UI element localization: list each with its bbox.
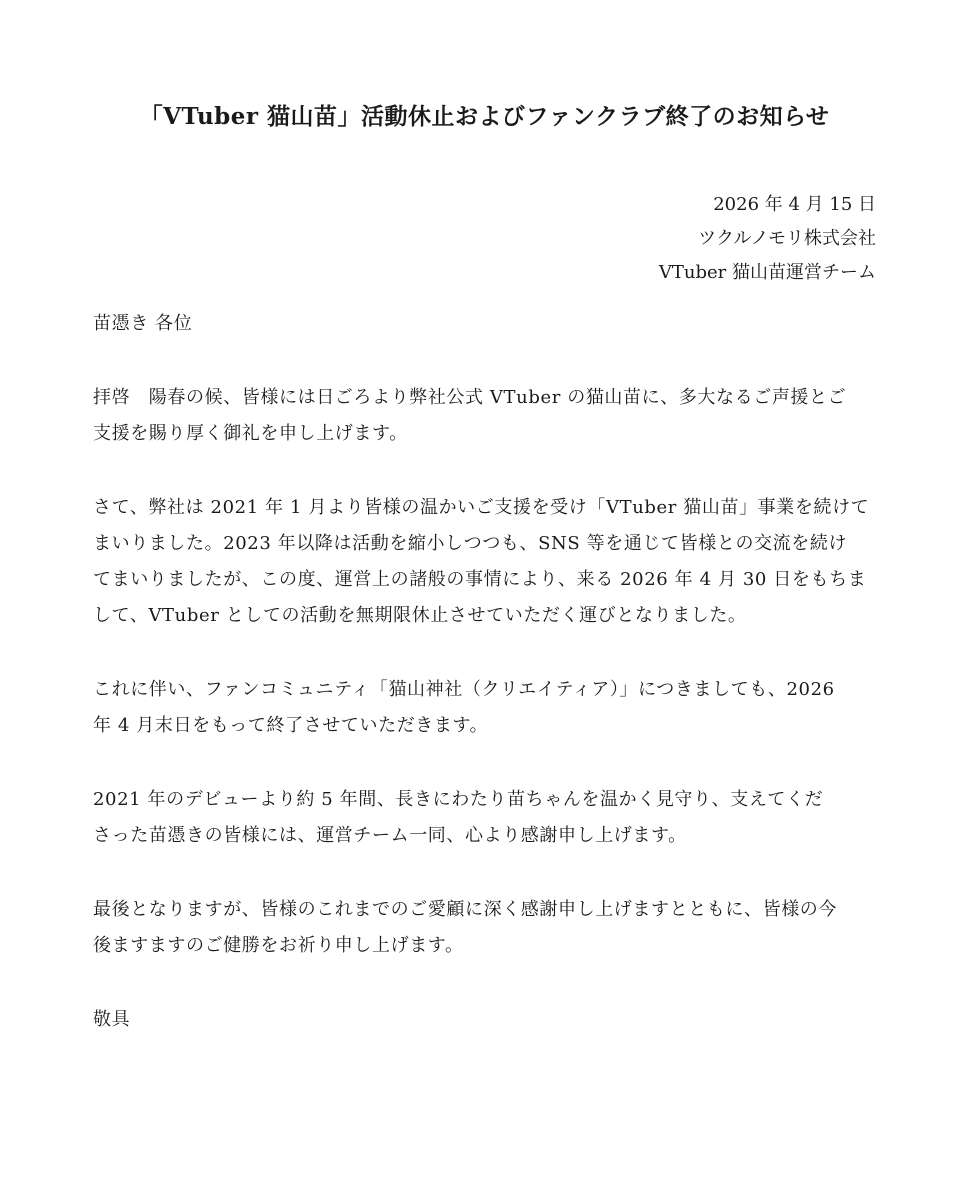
- sender-block: [659, 188, 876, 290]
- issue-date: 2026 年 4 月 15 日: [713, 194, 876, 215]
- letter-body: [93, 306, 883, 1038]
- paragraph-closing-remarks: 最後となりますが、皆様のこれまでのご愛顧に深く感謝申し上げますとともに、皆様の今 後ますますのご健勝をお祈り申し上げます。: [93, 899, 837, 956]
- team-name: VTuber 猫山苗運営チーム: [658, 262, 876, 283]
- paragraph-fan-community: これに伴い、ファンコミュニティ「猫山神社（クリエイティア）」につきましても、2026 年 4 月末日をもって終了させていただきます。: [93, 679, 835, 736]
- paragraph-announcement: さて、弊社は 2021 年 1 月より皆様の温かいご支援を受け「VTuber 猫山苗」事業を続けて まいりました。2023 年以降は活動を縮小しつつも、SNS 等を通じて皆様との交流を続け てまいりましたが、この度、運営上の諸般の事情により、来る 2026 年 4 月 30 日をもちま して、VTuber としての活動を無期限休止させていただく運びとなりました。: [93, 497, 870, 626]
- document-title: 「VTuber 猫山苗」活動休止およびファンクラブ終了のお知らせ: [139, 103, 830, 130]
- paragraph-thanks: 2021 年のデビューより約 5 年間、長きにわたり苗ちゃんを温かく見守り、支えてくだ さった苗憑きの皆様には、運営チーム一同、心より感謝申し上げます。: [93, 789, 824, 846]
- closing-word: 敬具: [93, 1009, 131, 1030]
- company-name: ツクルノモリ株式会社: [698, 228, 876, 249]
- paragraph-greeting: 拝啓 陽春の候、皆様には日ごろより弊社公式 VTuber の猫山苗に、多大なるご声援とご 支援を賜り厚く御礼を申し上げます。: [93, 387, 847, 444]
- addressee: 苗憑き 各位: [93, 313, 193, 334]
